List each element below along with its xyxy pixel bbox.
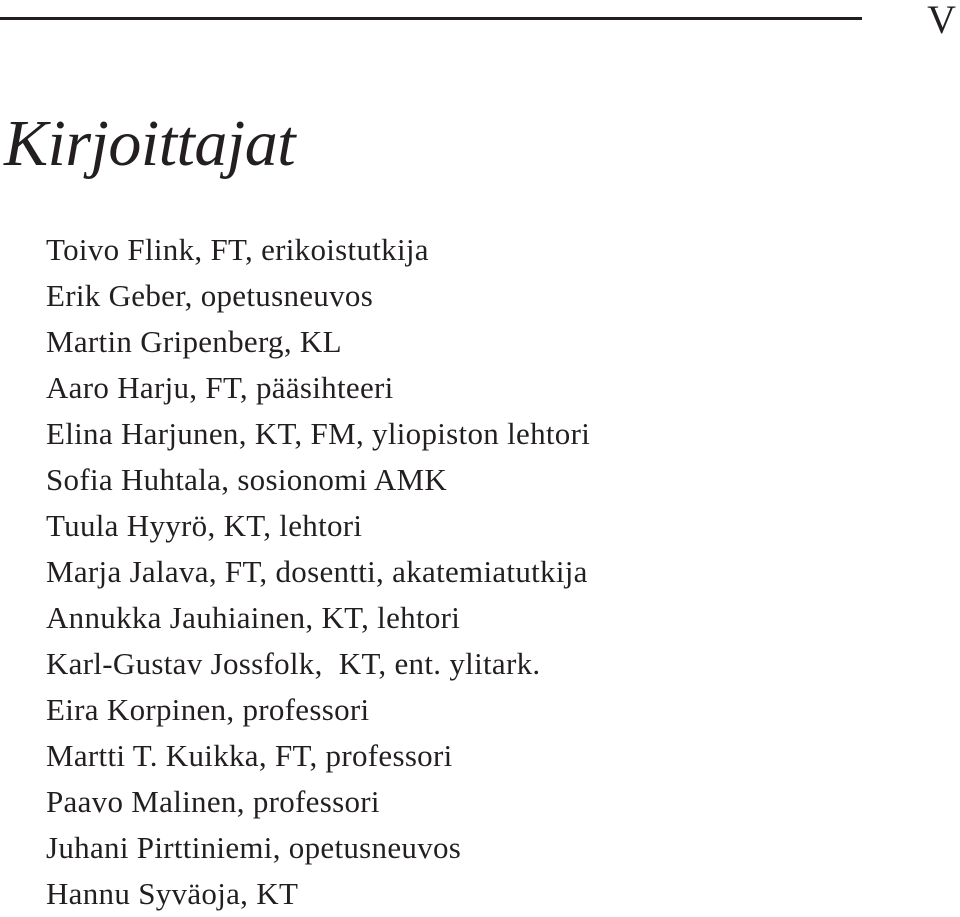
page-number: V — [927, 0, 956, 42]
author-item: Elina Harjunen, KT, FM, yliopiston lehtori — [46, 416, 591, 451]
author-item: Toivo Flink, FT, erikoistutkija — [46, 232, 429, 267]
author-item: Paavo Malinen, professori — [46, 784, 380, 819]
author-item: Juhani Pirttiniemi, opetusneuvos — [46, 830, 462, 865]
section-title: Kirjoittajat — [4, 107, 296, 180]
author-item: Martin Gripenberg, KL — [46, 324, 342, 359]
author-item: Erik Geber, opetusneuvos — [46, 278, 374, 313]
author-item: Sofia Huhtala, sosionomi AMK — [46, 462, 448, 497]
author-item: Hannu Syväoja, KT — [46, 876, 299, 911]
author-item: Annukka Jauhiainen, KT, lehtori — [46, 600, 461, 635]
author-item: Eira Korpinen, professori — [46, 692, 370, 727]
author-item: Marja Jalava, FT, dosentti, akatemiatutkija — [46, 554, 588, 589]
author-item: Karl-Gustav Jossfolk, KT, ent. ylitark. — [46, 646, 541, 681]
author-item: Aaro Harju, FT, pääsihteeri — [46, 370, 394, 405]
header-rule — [0, 17, 862, 20]
author-item: Martti T. Kuikka, FT, professori — [46, 738, 453, 773]
author-item: Tuula Hyyrö, KT, lehtori — [46, 508, 363, 543]
author-list — [46, 227, 590, 917]
